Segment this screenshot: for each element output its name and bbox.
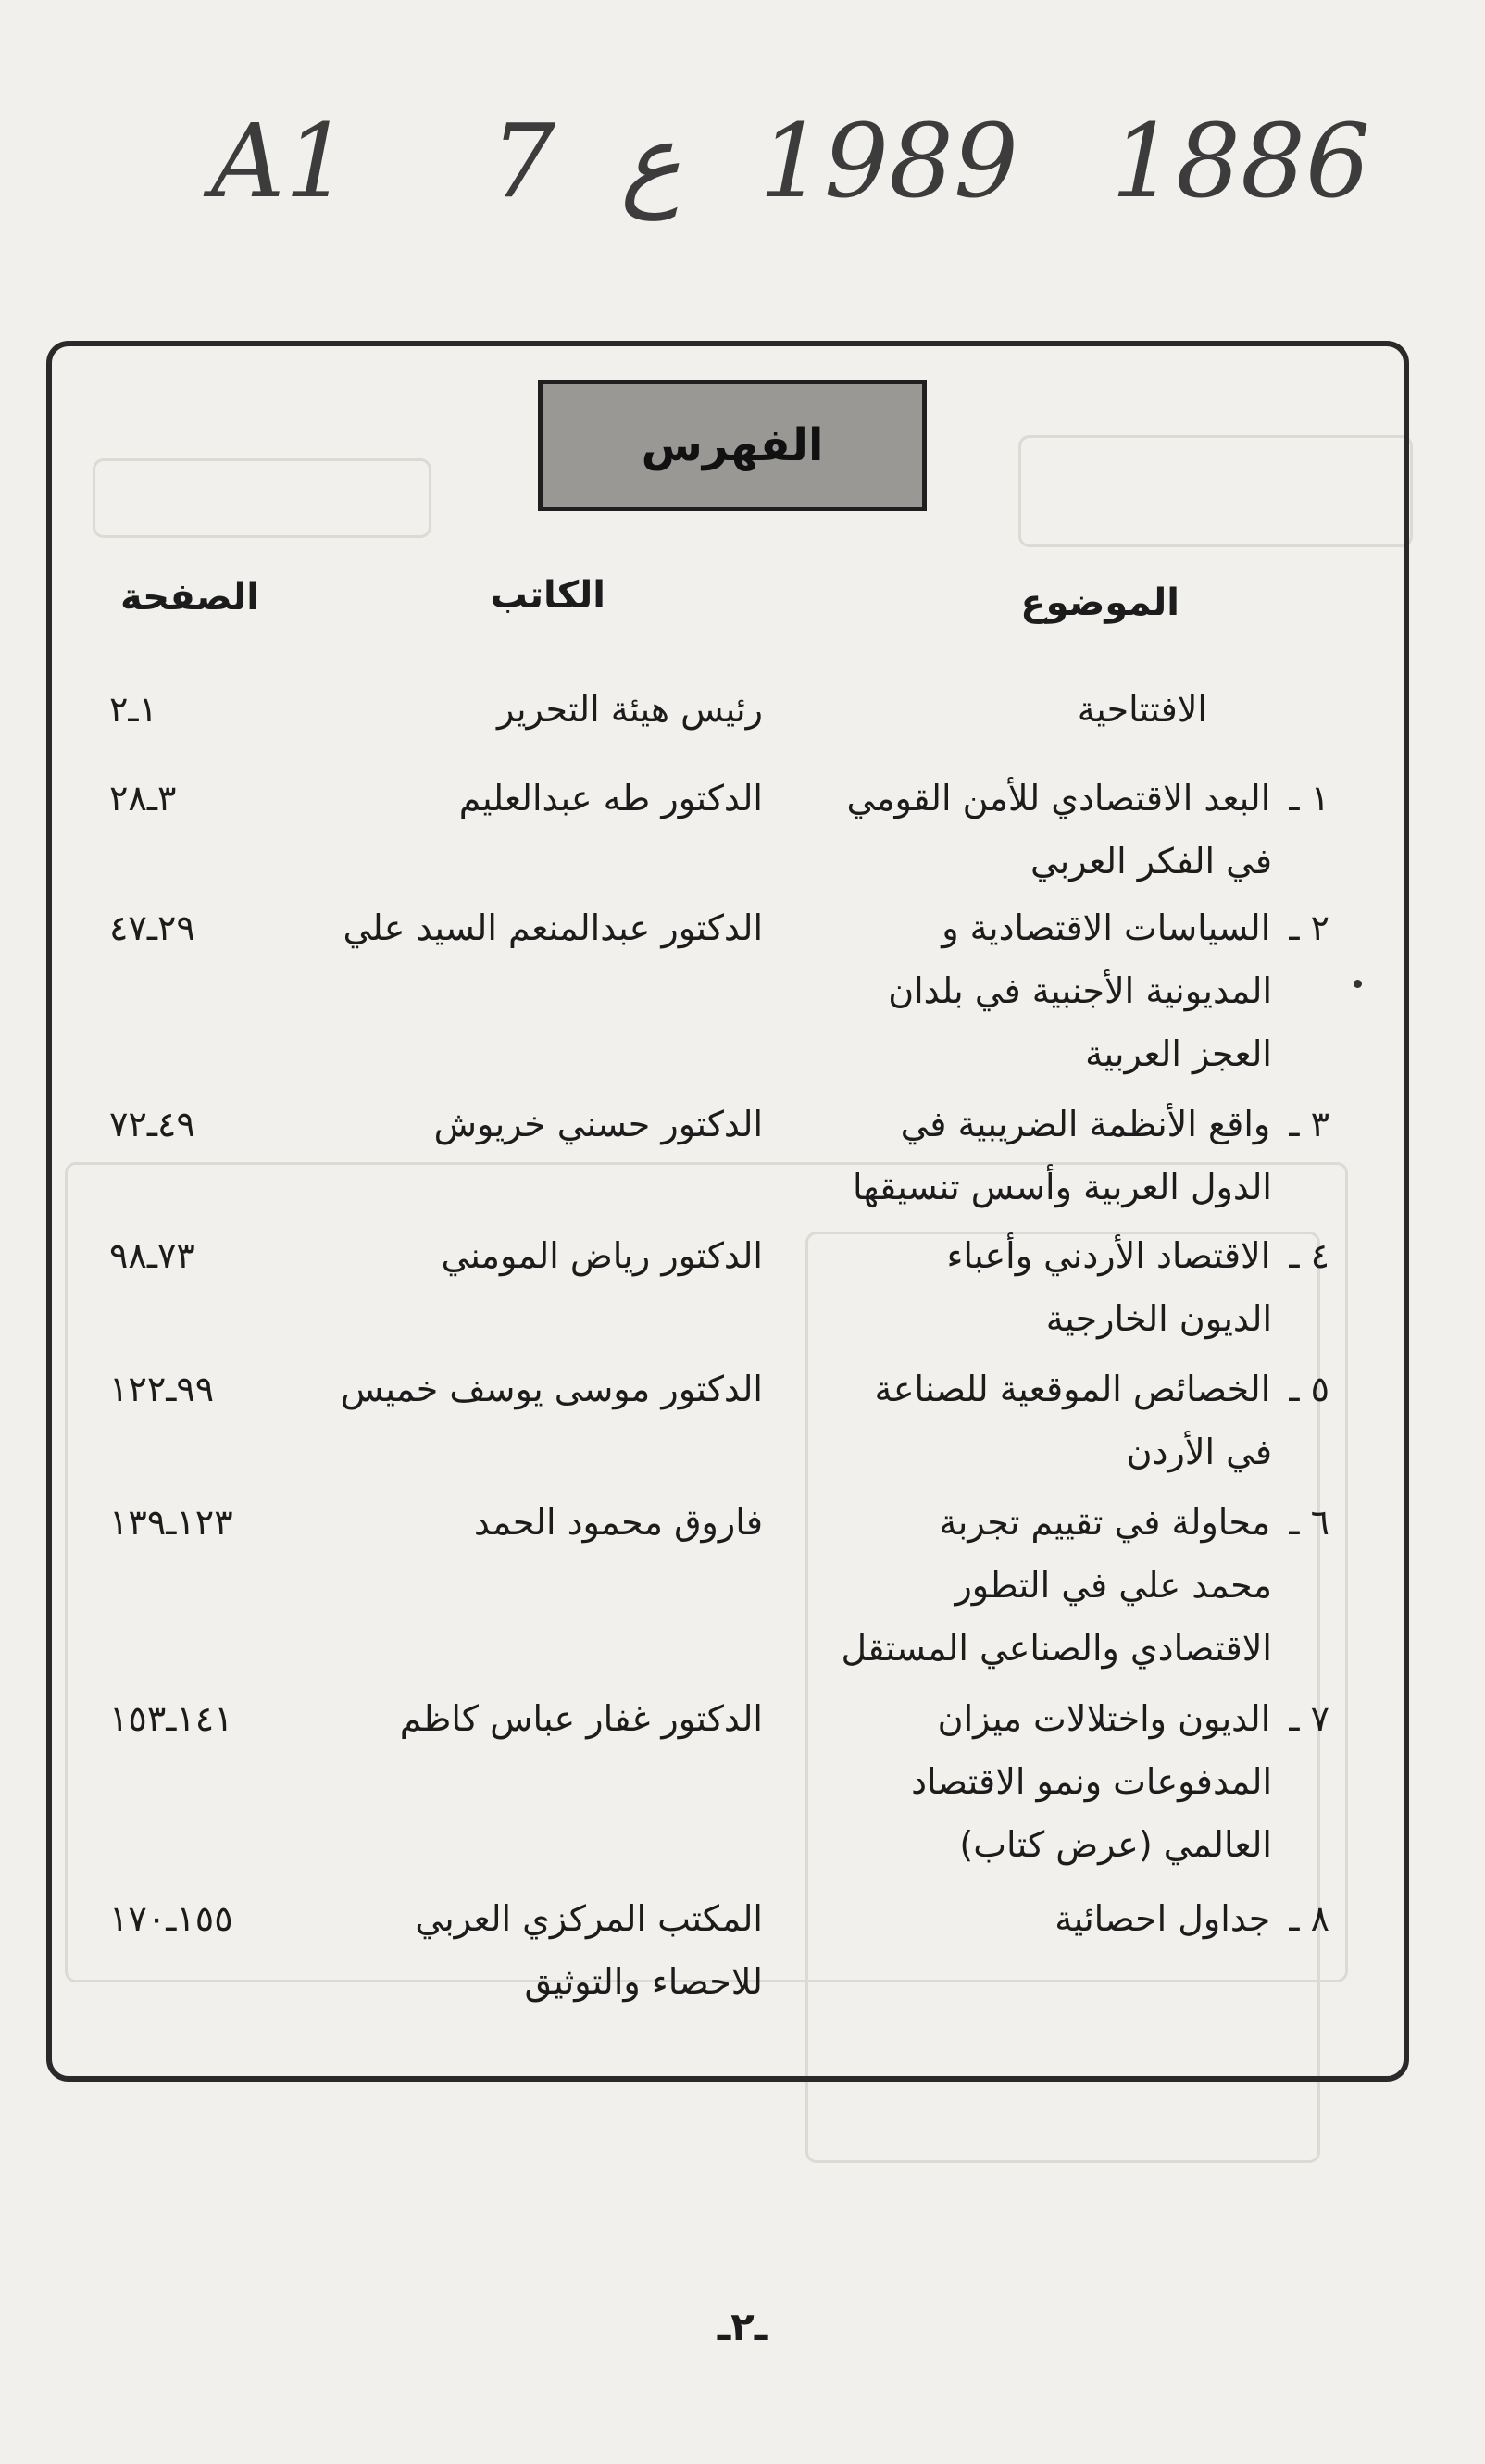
handwritten-note-part: A1 xyxy=(211,102,350,220)
page-number: ـ٢ـ xyxy=(717,2304,768,2349)
entry-author-line: الدكتور غفار عباس كاظم xyxy=(399,1698,763,1739)
entry-topic-line: الافتتاحية xyxy=(1077,689,1207,730)
entry-author xyxy=(374,1491,763,1554)
entry-topic-text: جداول احصائية xyxy=(1054,1898,1271,1939)
entry-topic-line: المدفوعات ونمو الاقتصاد xyxy=(911,1761,1272,1802)
entry-topic-line: العجز العربية xyxy=(1085,1033,1272,1074)
entry-author-line: فاروق محمود الحمد xyxy=(473,1502,763,1543)
entry-topic-text: السياسات الاقتصادية و xyxy=(942,907,1271,948)
handwritten-note-part: 1989 xyxy=(759,102,1018,220)
entry-topic xyxy=(663,896,1329,1085)
entry-author xyxy=(374,1224,763,1287)
entry-topic-text: البعد الاقتصادي للأمن القومي xyxy=(846,778,1271,819)
entry-author xyxy=(374,1687,763,1750)
entry-topic-line: الديون الخارجية xyxy=(1045,1298,1272,1339)
entry-topic-line: الاقتصادي والصناعي المستقل xyxy=(841,1628,1272,1669)
entry-topic-text: الخصائص الموقعية للصناعة xyxy=(874,1369,1271,1409)
entry-number: ٣ ـ xyxy=(1289,1104,1329,1144)
entry-author xyxy=(340,1357,763,1420)
entry-pages: ١٤١ـ١٥٣ xyxy=(109,1698,233,1739)
entry-author-line: الدكتور رياض المومني xyxy=(441,1235,763,1276)
entry-author-line: للاحصاء والتوثيق xyxy=(524,1961,763,2002)
entry-topic xyxy=(663,767,1329,893)
entry-topic-line: في الأردن xyxy=(1126,1432,1272,1472)
entry-topic-line: في الفكر العربي xyxy=(1030,841,1272,882)
entry-topic-line: الدول العربية وأسس تنسيقها xyxy=(852,1167,1272,1207)
entry-topic-line xyxy=(663,1887,1329,1950)
entry-topic-text: الديون واختلالات ميزان xyxy=(937,1698,1271,1739)
entry-topic-line xyxy=(663,767,1329,830)
entry-author-line: المكتب المركزي العربي xyxy=(415,1898,763,1939)
stray-mark xyxy=(1354,980,1362,988)
entry-author xyxy=(374,678,763,741)
entry-topic-line: محمد علي في التطور xyxy=(955,1565,1272,1606)
entry-topic xyxy=(663,1224,1329,1350)
entry-topic-text: محاولة في تقييم تجربة xyxy=(939,1502,1271,1543)
entry-number: ٧ ـ xyxy=(1289,1698,1329,1739)
entry-topic xyxy=(663,1093,1329,1219)
handwritten-note-part: 7 xyxy=(491,102,555,220)
entry-topic-text: الاقتصاد الأردني وأعباء xyxy=(946,1235,1271,1276)
entry-number: ٢ ـ xyxy=(1289,907,1329,948)
entry-number: ٥ ـ xyxy=(1289,1369,1329,1409)
entry-pages: ١٢٣ـ١٣٩ xyxy=(109,1502,233,1543)
entry-number: ٨ ـ xyxy=(1289,1898,1329,1939)
entry-topic-line xyxy=(663,1093,1329,1156)
entry-pages: ١٥٥ـ١٧٠ xyxy=(109,1898,233,1939)
entry-pages: ٩٩ـ١٢٢ xyxy=(109,1369,215,1409)
entry-author xyxy=(374,767,763,830)
entry-topic-text: واقع الأنظمة الضريبية في xyxy=(900,1104,1271,1144)
entry-pages: ٣ـ٢٨ xyxy=(109,778,177,819)
handwritten-note-part: 1886 xyxy=(1111,102,1370,220)
entry-author-line: الدكتور طه عبدالعليم xyxy=(458,778,763,819)
entry-author-line: الدكتور عبدالمنعم السيد علي xyxy=(343,907,763,948)
entry-topic-line: العالمي (عرض كتاب) xyxy=(959,1824,1272,1865)
entry-number: ٤ ـ xyxy=(1289,1235,1329,1276)
entry-number: ٦ ـ xyxy=(1289,1502,1329,1543)
header-topic: الموضوع xyxy=(1020,582,1179,624)
entry-topic-line xyxy=(663,1224,1329,1287)
entry-topic xyxy=(663,1887,1329,1950)
entry-topic xyxy=(663,1491,1329,1680)
entry-topic-line xyxy=(663,896,1329,959)
entry-number: ١ ـ xyxy=(1289,778,1329,819)
index-title xyxy=(538,380,927,511)
entry-topic-line xyxy=(663,1687,1329,1750)
entry-author-line: الدكتور حسني خريوش xyxy=(433,1104,763,1144)
entry-topic xyxy=(663,1357,1329,1483)
entry-author-line: الدكتور موسى يوسف خميس xyxy=(340,1369,763,1409)
entry-pages: ٤٩ـ٧٢ xyxy=(109,1104,195,1144)
handwritten-note xyxy=(0,102,1485,231)
handwritten-note-part: ع xyxy=(620,102,681,220)
entry-topic xyxy=(663,1687,1329,1876)
entry-topic-line xyxy=(663,1491,1329,1554)
entry-pages: ٢٩ـ٤٧ xyxy=(109,907,195,948)
index-title-text: الفهرس xyxy=(641,419,824,471)
entry-pages: ١ـ٢ xyxy=(109,689,157,730)
entry-author xyxy=(343,896,763,959)
entry-author xyxy=(374,1887,763,2013)
entry-author-line: رئيس هيئة التحرير xyxy=(497,689,763,730)
entry-author xyxy=(374,1093,763,1156)
entry-pages: ٧٣ـ٩٨ xyxy=(109,1235,195,1276)
header-author: الكاتب xyxy=(490,574,605,617)
entry-topic-line: المديونية الأجنبية في بلدان xyxy=(888,970,1272,1011)
entry-topic-line xyxy=(663,1357,1329,1420)
header-pages: الصفحة xyxy=(120,576,260,619)
